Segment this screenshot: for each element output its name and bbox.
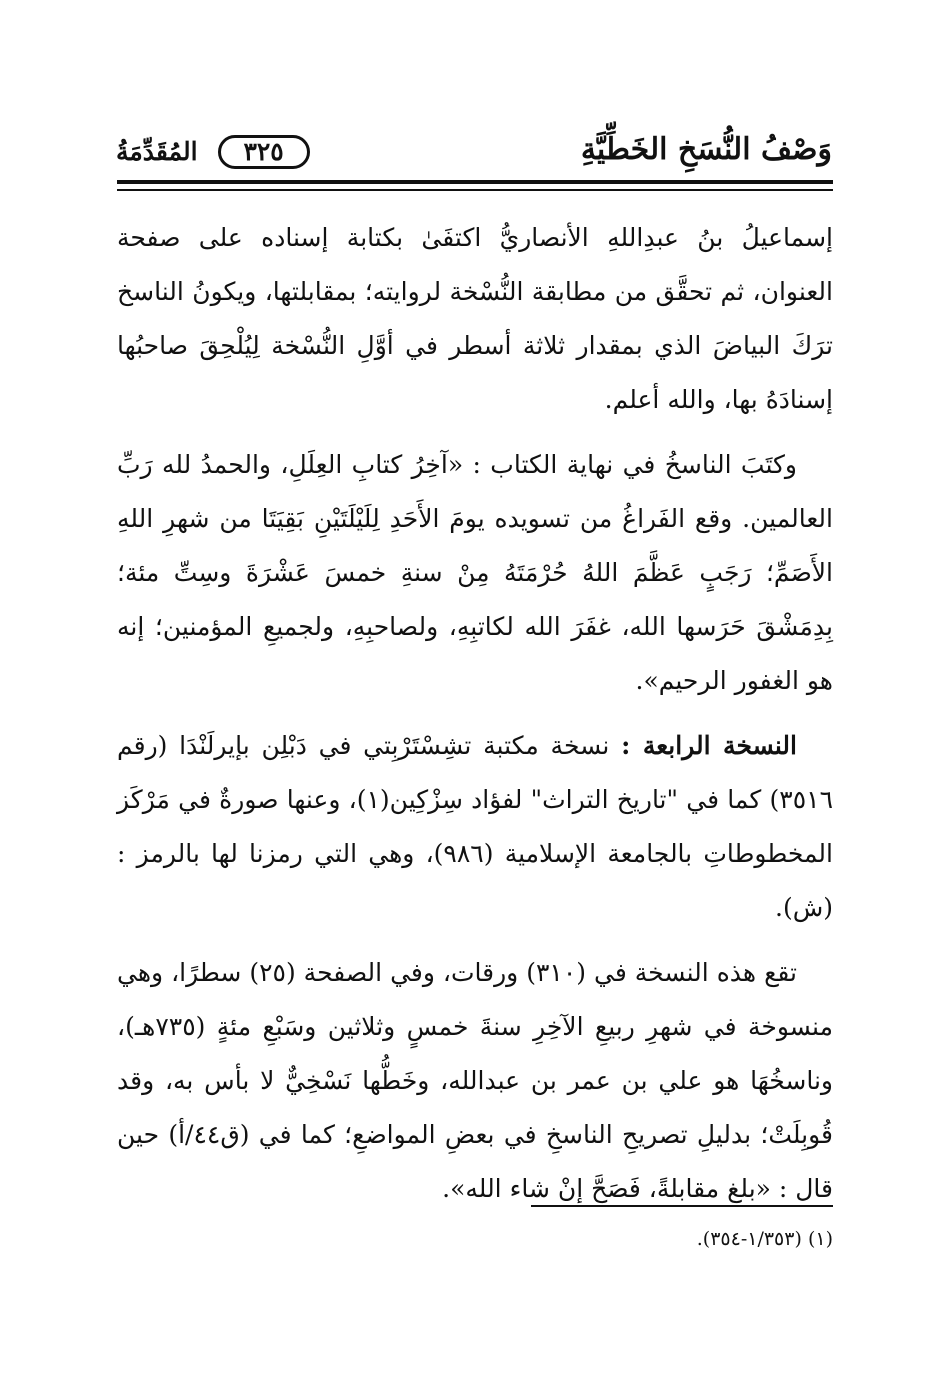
paragraph-3-text: نسخة مكتبة تشِسْتَرْبِتي في دَبْلِن بإيرلَنْدَا (رقم ٣٥١٦) كما في "تاريخ التراث" لفؤاد سِزْكِين(١)، وعنها صورةٌ في مَرْكَز المخطوطاتِ بالجامعة الإسلامية (٩٨٦)، وهي التي رمزنا لها بالرمز : (ش). [117, 731, 833, 922]
paragraph-4-text: تقع هذه النسخة في (٣١٠) ورقات، وفي الصفحة (٢٥) سطرًا، وهي منسوخة في شهرِ ربيعِ الآخِرِ سنةَ خمسٍ وثلاثين وسَبْعِ مئةٍ (٧٣٥هـ)، وناسخُهَا هو علي بن عمر بن عبدالله، وخَطُّها نَسْخِيٌّ لا بأس به، وقد قُوبِلَتْ؛ بدليلِ تصريحِ الناسخِ في بعضِ المواضعِ؛ كما في (ق٤٤/أ) حين قال : «بلغ مقابلةً، فَصَحَّ إنْ شاء الله». [117, 958, 833, 1203]
footnote-text: (١/٣٥٣-٣٥٤). [696, 1228, 802, 1250]
page-number: ٣٢٥ [243, 137, 284, 166]
paragraph-1-text: إسماعيلُ بنُ عبدِاللهِ الأنصاريُّ اكتفَىٰ بكتابة إسناده على صفحة العنوان، ثم تحقَّق من مطابقة النُّسْخة لروايته؛ بمقابلتها، ويكونُ الناسخ ترَكَ البياضَ الذي بمقدار ثلاثة أسطر في أوَّلِ النُّسْخة لِيُلْحِقَ صاحبُها إسنادَهُ بها، والله أعلم. [117, 223, 833, 414]
page-number-badge [218, 135, 310, 169]
page-header-title: وَصْفُ النُّسَخِ الخَطِّيَّةِ [580, 132, 832, 167]
footnote-separator [531, 1205, 833, 1207]
header-thick-rule [117, 180, 833, 184]
paragraph-4 [117, 946, 833, 1216]
page-header [116, 128, 832, 174]
header-section-title: المُقَدِّمَةُ [116, 137, 198, 166]
paragraph-2-text: وكتَبَ الناسخُ في نهاية الكتاب : «آخِرُ كتابِ العِلَلِ، والحمدُ لله رَبِّ العالمين. وقع الفَراغُ من تسويده يومَ الأَحَدِ لِلَيْلَتَيْنِ بَقِيَتَا من شهرِ اللهِ الأَصَمِّ؛ رَجَبٍ عَظَّمَ اللهُ حُرْمَتَهُ مِنْ سنةِ خمسَ عَشْرَةَ وسِتِّ مئة؛ بِدِمَشْقَ حَرَسها الله، غفَرَ الله لكاتبِهِ، ولصاحبِهِ، ولجميعِ المؤمنين؛ إنه هو الغفور الرحيم». [117, 450, 833, 695]
footnote-number: (١) [807, 1228, 833, 1250]
paragraph-1 [117, 211, 833, 427]
main-text [117, 211, 833, 1216]
footnote [117, 1224, 833, 1254]
paragraph-3-lead: النسخة الرابعة : [621, 731, 797, 760]
paragraph-3 [117, 719, 833, 935]
page-header-left [116, 132, 310, 172]
header-thin-rule [117, 189, 833, 191]
paragraph-2 [117, 438, 833, 708]
